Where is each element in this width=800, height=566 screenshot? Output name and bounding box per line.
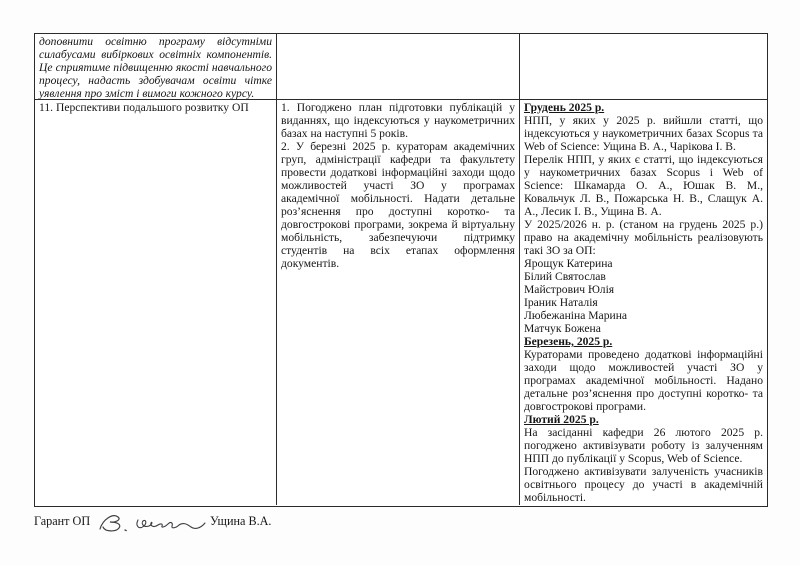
february-heading: Лютий 2025 р. [524,413,599,426]
op-review-table [34,33,768,507]
february-paragraph: Погоджено активізувати залученість учасників освітнього процесу до участі в академічній мобільності. [524,465,763,504]
guarantor-name: Ущина В.А. [210,514,272,528]
empty-cell-right [520,34,767,99]
section-title: 11. Перспективи подальшого розвитку ОП [39,101,249,114]
december-heading: Грудень 2025 р. [524,101,605,114]
student-name: Білий Святослав [524,270,606,283]
table-row [35,100,767,505]
continuation-text: доповнити освітню програму відсутніми силабусами вибіркових освітніх компонентів. Це сприятиме підвищенню якості навчального процесу, надасть здобувачам освіти чітке уявлення про зміст і вимоги кожного курсу. [39,35,272,99]
continuation-cell [35,34,277,99]
guarantor-label: Гарант ОП [34,514,91,528]
signature-line [34,508,454,550]
december-paragraph: У 2025/2026 н. р. (станом на грудень 2025 р.) право на академічну мобільність реалізовують такі ЗО за ОП: [524,218,763,257]
plans-cell [277,100,520,505]
plan-item: 2. У березні 2025 р. кураторам академічних груп, адміністрації кафедри та факультету провести додаткові інформаційні заходи щодо можливостей участі ЗО у програмах академічної мобільності. Надати детальне роз’яснення про доступні коротко- та довгострокові програми, зокрема й віртуальну мобільність, забезпечуючи підтримку студентів на всіх етапах оформлення документів. [281,140,515,270]
table-row [35,34,767,100]
student-name: Іраник Наталія [524,296,598,309]
december-paragraph: Перелік НПП, у яких є статті, що індексуються у наукометричних базах Scopus і Web of Science: Шкамарда О. А., Юшак В. М., Ковальчук Л. В., Пожарська Н. В., Слащук А. А., Лесик І. В., Ущина В. А. [524,153,763,218]
student-name: Матчук Божена [524,322,601,335]
march-paragraph: Кураторами проведено додаткові інформаційні заходи щодо можливостей участі ЗО у програмах академічної мобільності. Надано детальне роз’яснення про доступні коротко- та довгострокові програми. [524,348,763,413]
plan-item: 1. Погоджено план підготовки публікацій у виданнях, що індексуються у наукометричних базах на наступні 5 років. [281,101,515,140]
december-paragraph: НПП, у яких у 2025 р. вийшли статті, що індексуються у наукометричних базах Scopus та Web of Science: Ущина В. А., Чарікова І. В. [524,114,763,153]
empty-cell-middle [277,34,520,99]
student-name: Майстрович Юлія [524,283,615,296]
march-heading: Березень, 2025 р. [524,335,613,348]
february-paragraph: На засіданні кафедри 26 лютого 2025 р. погоджено активізувати роботу із залученням НПП до публікації у Scopus, Web of Science. [524,426,763,465]
student-name: Любежаніна Марина [524,309,628,322]
student-name: Ярощук Катерина [524,257,613,270]
handwritten-signature-icon [96,509,208,546]
status-cell [520,100,767,505]
section-title-cell [35,100,277,505]
